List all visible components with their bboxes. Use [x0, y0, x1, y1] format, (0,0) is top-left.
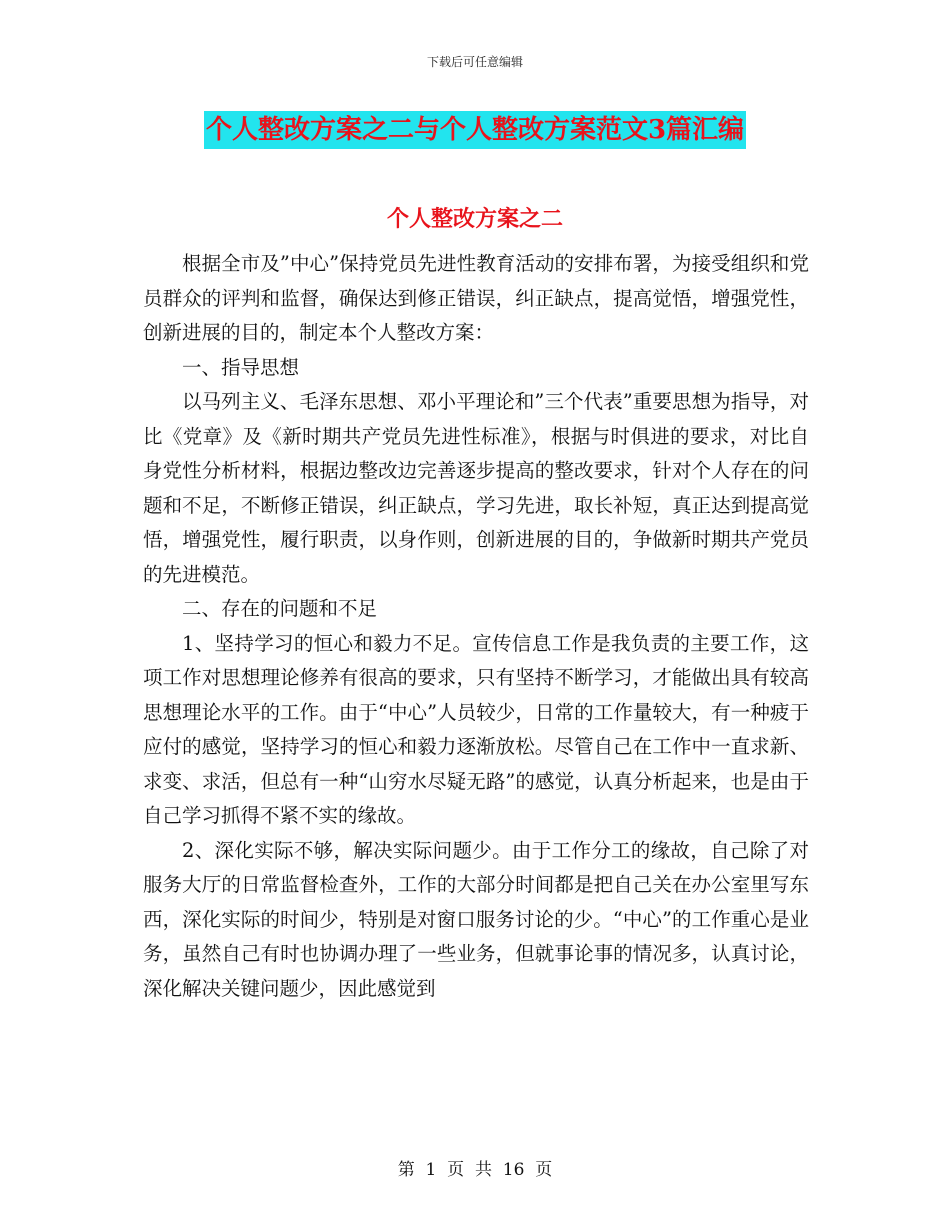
section-heading: 一、指导思想: [182, 355, 300, 379]
paragraph: 1、坚持学习的恒心和毅力不足。宣传信息工作是我负责的主要工作，这项工作对思想理论修养有很高的要求，只有坚持不断学习，才能做出具有较高思想理论水平的工作。由于“中心”人员较少，日常的工作量较大，有一种疲于应付的感觉，坚持学习的恒心和毅力逐渐放松。尽管自己在工作中一直求新、求变、求活，但总有一种“山穷水尽疑无路”的感觉，认真分析起来，也是由于自己学习抓得不紧不实的缘故。: [143, 631, 809, 827]
section-title: 个人整改方案之二: [386, 206, 563, 232]
main-title-container: [0, 111, 950, 149]
document-body: [143, 247, 809, 1006]
paragraph: 以马列主义、毛泽东思想、邓小平理论和”三个代表”重要思想为指导，对比《党章》及《新时期共产党员先进性标准》，根据与时俱进的要求，对比自身党性分析材料，根据边整改边完善逐步提高的整改要求，针对个人存在的问题和不足，不断修正错误，纠正缺点，学习先进，取长补短，真正达到提高觉悟，增强党性，履行职责，以身作则，创新进展的目的，争做新时期共产党员的先进模范。: [143, 390, 809, 586]
paragraph: 2、深化实际不够，解决实际问题少。由于工作分工的缘故，自己除了对服务大厅的日常监督检查外，工作的大部分时间都是把自己关在办公室里写东西，深化实际的时间少，特别是对窗口服务讨论的少。“中心”的工作重心是业务，虽然自己有时也协调办理了一些业务，但就事论事的情况多，认真讨论，深化解决关键问题少，因此感觉到: [143, 838, 809, 1000]
paragraph: 根据全市及”中心”保持党员先进性教育活动的安排布署，为接受组织和党员群众的评判和监督，确保达到修正错误，纠正缺点，提高觉悟，增强党性，创新进展的目的，制定本个人整改方案：: [143, 252, 809, 344]
header-note: 下载后可任意编辑: [426, 55, 523, 69]
main-title: 个人整改方案之二与个人整改方案范文3篇汇编: [204, 111, 746, 149]
page-footer: 第 1 页 共 16 页: [397, 1160, 553, 1180]
section-heading: 二、存在的问题和不足: [182, 597, 378, 620]
